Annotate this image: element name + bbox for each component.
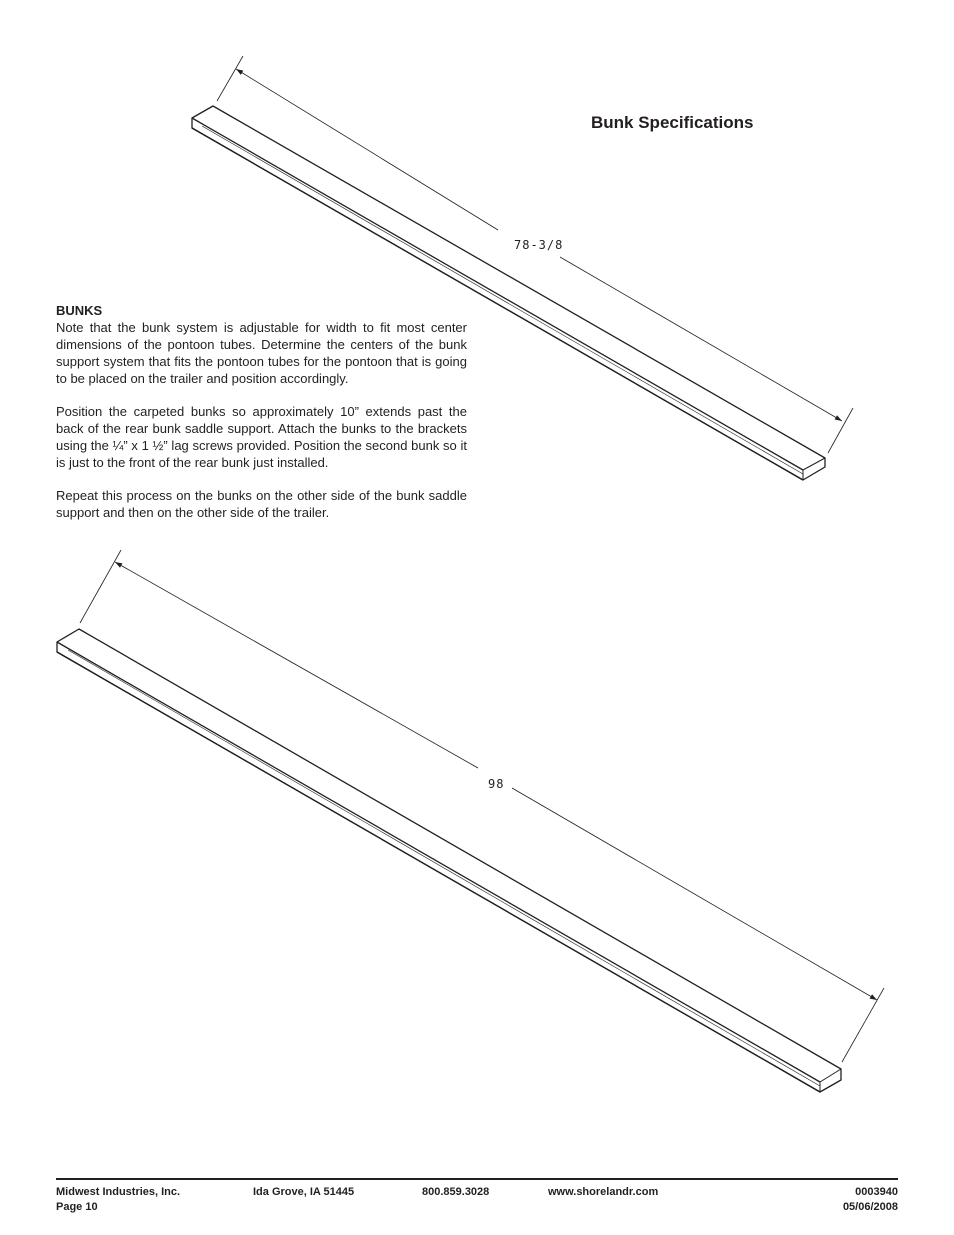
short-bunk-dimension-line: [236, 69, 498, 230]
page-title: Bunk Specifications: [591, 113, 754, 132]
bunks-heading: BUNKS: [56, 303, 103, 318]
footer-date: 05/06/2008: [842, 1201, 898, 1213]
long-bunk-board: [57, 629, 841, 1092]
footer-phone: 800.859.3028: [422, 1186, 490, 1198]
bunks-paragraph: Note that the bunk system is adjustable for width to fit most center dimensions of the pontoon tubes. Determine the centers of the bunk support system that fits the pontoon tubes for the pontoon that is going to be placed on the trailer and position accordingly.: [56, 320, 467, 386]
long-bunk-dimension-line: [512, 788, 877, 1000]
footer-doc-number: 0003940: [855, 1186, 898, 1198]
long-bunk-drawing: [57, 550, 884, 1092]
short-bunk-dimension-line: [560, 257, 842, 421]
long-bunk-dimension-line: [115, 562, 478, 768]
bunks-paragraph: Position the carpeted bunks so approximately 10” extends past the back of the rear bunk saddle support. Attach the bunks to the brackets using the ¼” x 1 ½” lag screws provided. Position the second bunk so it is just to the front of the rear bunk just installed.: [56, 404, 467, 470]
footer-divider: [56, 1178, 898, 1180]
footer-doc-block: [843, 1185, 898, 1215]
footer-website: www.shorelandr.com: [548, 1186, 659, 1198]
footer-city: Ida Grove, IA 51445: [253, 1186, 355, 1198]
short-bunk-extension-line: [217, 56, 243, 101]
footer-company: Midwest Industries, Inc.: [56, 1186, 181, 1198]
bunks-section: [56, 302, 467, 537]
footer-page-number: Page 10: [56, 1201, 98, 1213]
long-bunk-extension-line: [842, 988, 884, 1062]
footer-company-block: [56, 1185, 180, 1215]
short-bunk-dimension-label: 78-3/8: [514, 238, 564, 252]
long-bunk-dimension-label: 98: [488, 777, 505, 791]
long-bunk-extension-line: [80, 550, 121, 623]
bunks-paragraph: Repeat this process on the bunks on the other side of the bunk saddle support and then on the other side of the trailer.: [56, 488, 467, 520]
